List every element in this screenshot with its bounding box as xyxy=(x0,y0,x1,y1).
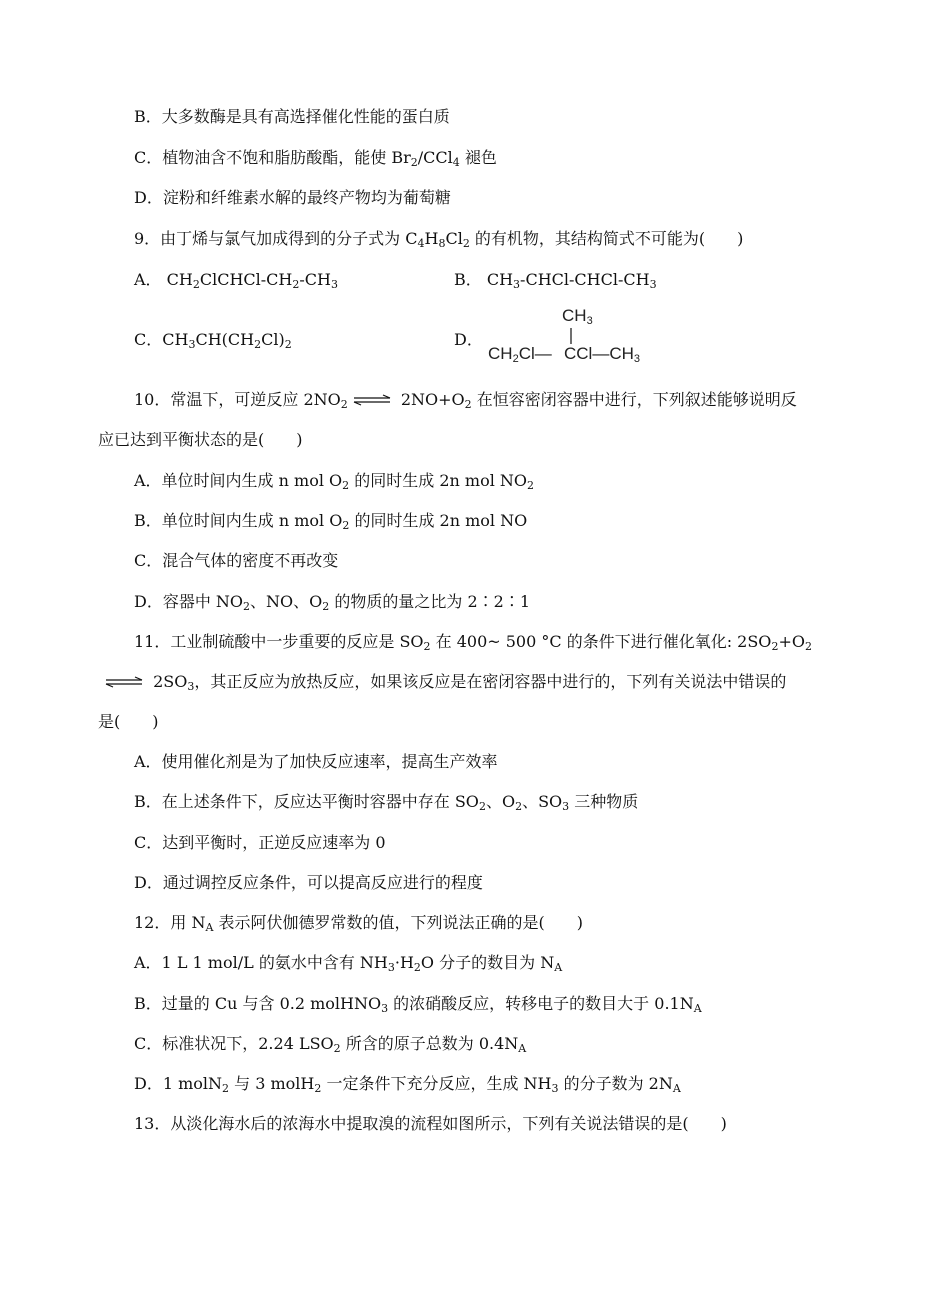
q11-stem-line3: 是( ) xyxy=(98,712,159,731)
q12-option-a: A．1 L 1 mol/L 的氨水中含有 $NH_3\cdot H_2O$ 分子的数目为 $N_A$ xyxy=(134,953,563,974)
q9-option-b: B． $CH_3-CHCl-CHCl-CH_3$ xyxy=(454,270,657,291)
q11-stem-line2: $2SO_3$，其正反应为放热反应，如果该反应是在密闭容器中进行的，下列有关说法中错误的 xyxy=(98,672,786,692)
q9-option-c: C．$CH_3CH(CH_2Cl)_2$ xyxy=(134,330,292,351)
q11-option-d: D．通过调控反应条件，可以提高反应进行的程度 xyxy=(134,873,483,892)
struct-center-group: $CCl—CH_3$ xyxy=(564,344,641,365)
equilibrium-arrow-icon xyxy=(352,394,392,406)
q10-stem-line1: 10．常温下，可逆反应 $2NO_2$ $2NO+O_2$ 在恒容密闭容器中进行，下列叙述能够说明反 xyxy=(134,390,797,411)
q13-stem: 13．从淡化海水后的浓海水中提取溴的流程如图所示，下列有关说法错误的是( ) xyxy=(134,1114,727,1133)
q12-option-b: B．过量的 Cu 与含 0.2 molHNO$_3$ 的浓硝酸反应，转移电子的数目大于 $0.1N_A$ xyxy=(134,994,702,1015)
q11-option-c: C．达到平衡时，正逆反应速率为 0 xyxy=(134,833,386,852)
equilibrium-arrow-icon xyxy=(104,676,144,688)
q11-option-a: A．使用催化剂是为了加快反应速率，提高生产效率 xyxy=(134,752,498,771)
q12-option-c: C．标准状况下，2.24 $LSO_2$ 所含的原子总数为 $0.4N_A$ xyxy=(134,1034,527,1055)
q8-option-b: B．大多数酶是具有高选择催化性能的蛋白质 xyxy=(134,107,450,126)
q11-stem-line1: 11．工业制硫酸中一步重要的反应是 $SO_2$ 在 400~ 500 °C 的条件下进行催化氧化: $2SO_2+O_2$ xyxy=(134,632,812,653)
q12-option-d: D．1 molN$_2$ 与 3 molH$_2$ 一定条件下充分反应，生成 $NH_3$ 的分子数为 $2N_A$ xyxy=(134,1074,681,1095)
q9-stem: 9．由丁烯与氯气加成得到的分子式为 $C_4H_8Cl_2$ 的有机物，其结构简式不可能为( ) xyxy=(134,229,744,250)
q10-option-b: B．单位时间内生成 n mol $O_2$ 的同时生成 2n mol NO xyxy=(134,511,528,532)
q9-option-a: A． $CH_2ClCHCl-CH_2-CH_3$ xyxy=(134,270,338,291)
q8-option-d: D．淀粉和纤维素水解的最终产物均为葡萄糖 xyxy=(134,188,451,207)
q10-option-a: A．单位时间内生成 n mol $O_2$ 的同时生成 2n mol $NO_2$ xyxy=(134,471,535,492)
q9-option-d-structure xyxy=(488,306,688,376)
q9-option-d-label: D． xyxy=(454,330,483,349)
q10-stem-line2: 应已达到平衡状态的是( ) xyxy=(98,430,303,449)
q10-option-d: D．容器中 $NO_2$、NO、$O_2$ 的物质的量之比为 2∶2∶1 xyxy=(134,592,531,613)
q12-stem: 12．用 $N_A$ 表示阿伏伽德罗常数的值，下列说法正确的是( ) xyxy=(134,913,583,934)
struct-left-group: $CH_2Cl—$ xyxy=(488,344,552,365)
q11-option-b: B．在上述条件下，反应达平衡时容器中存在 $SO_2$、$O_2$、$SO_3$ 三种物质 xyxy=(134,792,639,813)
q10-option-c: C．混合气体的密度不再改变 xyxy=(134,551,339,570)
struct-bond-vertical xyxy=(488,306,688,376)
q8-option-c: C．植物油含不饱和脂肪酸酯，能使 $Br_2/CCl_4$ 褪色 xyxy=(134,148,497,169)
struct-top-methyl: $CH_3$ xyxy=(562,306,593,327)
